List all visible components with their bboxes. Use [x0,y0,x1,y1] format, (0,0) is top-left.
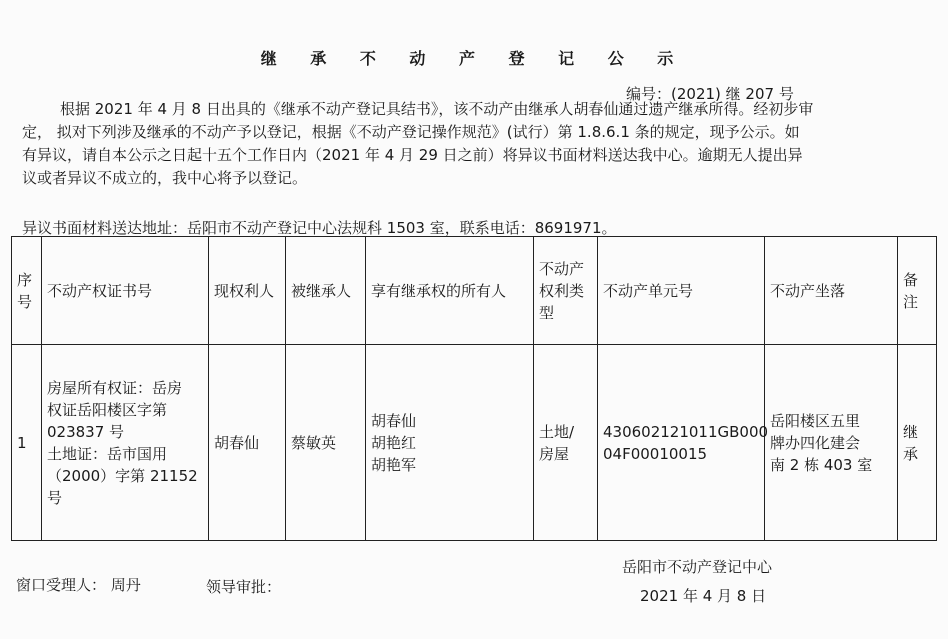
heir-name: 胡艳红 [371,433,417,452]
cell-location [765,345,898,541]
document-number: 编号：(2021) 继 207 号 [626,85,794,103]
cert-line: 权证岳阳楼区字第 [47,400,168,419]
cert-line: 土地证：岳市国用 [47,444,168,463]
cell-right-type [534,345,598,541]
remark-line: 承 [903,444,919,463]
table-row [12,345,937,541]
unit-number-line: 04F00010015 [603,444,708,463]
body-line-2: 定， 拟对下列涉及继承的不动产予以登记，根据《不动产登记操作规范》(试行）第 1.8.6.1 条的规定，现予公示。如 [22,123,800,141]
cert-line: 号 [47,488,63,507]
cert-line: 023837 号 [47,422,125,441]
cert-line: 房屋所有权证：岳房 [47,378,183,397]
right-type-line: 土地/ [539,422,575,441]
objection-address: 异议书面材料送达地址：岳阳市不动产登记中心法规科 1503 室，联系电话：8691971。 [22,219,617,237]
body-line-3: 有异议，请自本公示之日起十五个工作日内（2021 年 4 月 29 日之前）将异议书面材料送达我中心。逾期无人提出异 [22,146,803,164]
unit-number-line: 430602121011GB000 [603,422,769,441]
location-line: 南 2 栋 403 室 [770,455,873,474]
header-seq: 序号 [12,237,42,345]
header-decedent: 被继承人 [286,237,366,345]
remark-line: 继 [903,422,919,441]
leader-review: 领导审批： [206,578,282,596]
cert-line: （2000）字第 21152 [47,466,198,485]
location-line: 岳阳楼区五里 [770,411,861,430]
notice-title: 继 承 不 动 产 登 记 公 示 [260,49,688,68]
cell-cert-number [42,345,209,541]
heir-name: 胡春仙 [371,411,417,430]
window-receiver: 窗口受理人： 周丹 [16,576,141,594]
body-line-1: 根据 2021 年 4 月 8 日出具的《继承不动产登记具结书》，该不动产由继承人胡春仙通过遗产继承所得。经初步审 [60,100,814,118]
header-current-holder: 现权利人 [209,237,286,345]
header-right-type: 不动产权利类型 [534,237,598,345]
heir-name: 胡艳军 [371,455,417,474]
header-location: 不动产坐落 [765,237,898,345]
cell-remark [898,345,937,541]
inheritance-registration-table [11,236,937,541]
body-line-4: 议或者异议不成立的，我中心将予以登记。 [22,169,308,187]
table-header-row [12,237,937,345]
issuing-organization: 岳阳市不动产登记中心 [622,558,773,576]
cell-decedent: 蔡敏英 [286,345,366,541]
header-cert-number: 不动产权证书号 [42,237,209,345]
issue-date: 2021 年 4 月 8 日 [640,587,767,605]
cell-heirs [366,345,534,541]
header-remark: 备注 [898,237,937,345]
cell-unit-number [598,345,769,541]
right-type-line: 房屋 [539,444,570,463]
header-unit-number: 不动产单元号 [598,237,765,345]
cell-seq: 1 [12,345,42,541]
location-line: 牌办四化建会 [770,433,861,452]
cell-current-holder: 胡春仙 [209,345,286,541]
header-heirs: 享有继承权的所有人 [366,237,534,345]
